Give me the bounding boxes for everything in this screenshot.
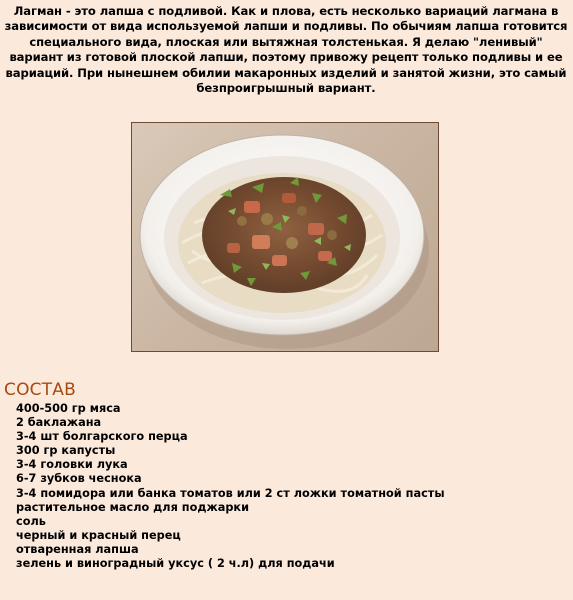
ingredient-item: растительное масло для поджарки xyxy=(16,500,249,514)
ingredient-item: 300 гр капусты xyxy=(16,444,116,458)
ingredient-item: 3-4 головки лука xyxy=(16,458,128,472)
ingredients-list xyxy=(16,402,445,571)
ingredient-item: 6-7 зубков чеснока xyxy=(16,472,142,486)
ingredient-item: 2 баклажана xyxy=(16,416,102,430)
lagman-photo xyxy=(131,122,439,352)
ingredient-item: 3-4 помидора или банка томатов или 2 ст ложки томатной пасты xyxy=(16,486,445,500)
lagman-bowl-image xyxy=(132,123,438,351)
ingredient-item: соль xyxy=(16,514,46,528)
ingredient-item: черный и красный перец xyxy=(16,528,181,542)
ingredient-item: 400-500 гр мяса xyxy=(16,402,121,415)
intro-paragraph: Лагман - это лапша с подливой. Как и плова, есть несколько вариаций лагмана в зависимости от вида используемой лапши и подливы. По обычиям лапша готовится специального вида, плоская или вытяжная толстенькая. Я делаю "ленивый" вариант из готовой плоской лапши, поэтому привожу рецепт только подливы и ее вариаций. При нынешнем обилии макаронных изделий и занятой жизни, это самый безпроигрышный вариант. xyxy=(4,4,568,96)
ingredient-item: 3-4 шт болгарского перца xyxy=(16,430,188,444)
ingredient-item: отваренная лапша xyxy=(16,542,139,556)
ingredient-item: зелень и виноградный уксус ( 2 ч.л) для подачи xyxy=(16,557,335,571)
ingredients-heading: СОСТАВ xyxy=(4,380,76,400)
